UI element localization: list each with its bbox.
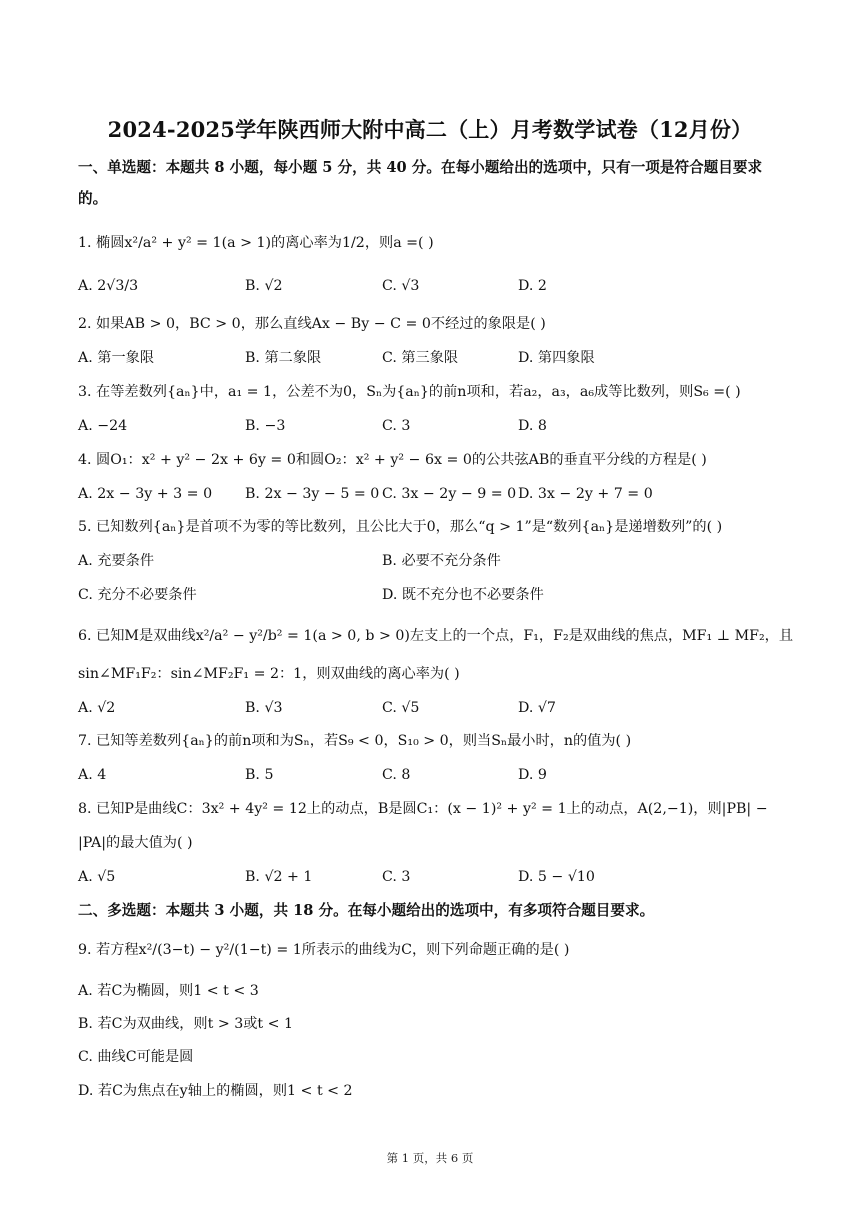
q1-option-c: C. √3 (382, 278, 420, 294)
q5-option-d: D. 既不充分也不必要条件 (382, 587, 544, 603)
q6-option-d: D. √7 (518, 700, 556, 716)
q1-option-a: A. 2√3/3 (78, 278, 139, 294)
q5-option-b: B. 必要不充分条件 (382, 553, 501, 569)
q1-option-b: B. √2 (245, 278, 283, 294)
q5-option-a: A. 充要条件 (78, 553, 155, 569)
section1-header (78, 152, 788, 214)
q3-option-a: A. −24 (78, 418, 128, 434)
q4-option-a: A. 2x − 3y + 3 = 0 (78, 486, 213, 502)
section1-header-line2: 的。 (78, 190, 108, 207)
question-3-stem: 3. 在等差数列{aₙ}中，a₁ = 1，公差不为0，Sₙ为{aₙ}的前n项和，若a₂，a₃，a₆成等比数列，则S₆ =( ) (78, 384, 741, 400)
q9-option-d: D. 若C为焦点在y轴上的椭圆，则1 < t < 2 (78, 1083, 353, 1099)
question-6-stem: 6. 已知M是双曲线x²/a² − y²/b² = 1(a > 0, b > 0)左支上的一个点，F₁，F₂是双曲线的焦点，MF₁ ⊥ MF₂，且 (78, 628, 794, 644)
q9-option-c: C. 曲线C可能是圆 (78, 1049, 194, 1065)
exam-title: 2024-2025学年陕西师大附中高二（上）月考数学试卷（12月份） (107, 117, 753, 142)
q4-option-d: D. 3x − 2y + 7 = 0 (518, 486, 653, 502)
q8-option-a: A. √5 (78, 869, 116, 885)
q8-option-c: C. 3 (382, 869, 411, 885)
q5-option-c: C. 充分不必要条件 (78, 587, 197, 603)
q8-option-b: B. √2 + 1 (245, 869, 313, 885)
q7-option-d: D. 9 (518, 767, 547, 783)
question-2-stem: 2. 如果AB > 0，BC > 0，那么直线Ax − By − C = 0不经过的象限是( ) (78, 316, 546, 332)
question-6-stem-cont: sin∠MF₁F₂：sin∠MF₂F₁ = 2：1，则双曲线的离心率为( ) (78, 666, 460, 682)
q9-option-a: A. 若C为椭圆，则1 < t < 3 (78, 983, 259, 999)
page-footer: 第 1 页，共 6 页 (386, 1151, 474, 1165)
q7-option-c: C. 8 (382, 767, 411, 783)
question-7-stem: 7. 已知等差数列{aₙ}的前n项和为Sₙ，若S₉ < 0，S₁₀ > 0，则当Sₙ最小时，n的值为( ) (78, 733, 632, 749)
q4-option-b: B. 2x − 3y − 5 = 0 (245, 486, 380, 502)
q8-option-d: D. 5 − √10 (518, 869, 595, 885)
question-9-stem: 9. 若方程x²/(3−t) − y²/(1−t) = 1所表示的曲线为C，则下列命题正确的是( ) (78, 942, 570, 958)
q6-option-a: A. √2 (78, 700, 116, 716)
question-4-stem: 4. 圆O₁：x² + y² − 2x + 6y = 0和圆O₂：x² + y² − 6x = 0的公共弦AB的垂直平分线的方程是( ) (78, 452, 707, 468)
q2-option-a: A. 第一象限 (78, 350, 155, 366)
section2-header: 二、多选题：本题共 3 小题，共 18 分。在每小题给出的选项中，有多项符合题目要求。 (78, 902, 655, 919)
q3-option-d: D. 8 (518, 418, 547, 434)
q9-option-b: B. 若C为双曲线，则t > 3或t < 1 (78, 1016, 294, 1032)
q2-option-d: D. 第四象限 (518, 350, 595, 366)
q7-option-b: B. 5 (245, 767, 274, 783)
q4-option-c: C. 3x − 2y − 9 = 0 (382, 486, 517, 502)
q2-option-b: B. 第二象限 (245, 350, 322, 366)
question-1-stem: 1. 椭圆x²/a² + y² = 1(a > 1)的离心率为1/2，则a =( ) (78, 235, 434, 251)
q6-option-c: C. √5 (382, 700, 420, 716)
q7-option-a: A. 4 (78, 767, 107, 783)
q2-option-c: C. 第三象限 (382, 350, 459, 366)
q1-option-d: D. 2 (518, 278, 547, 294)
section1-header-line1: 一、单选题：本题共 8 小题，每小题 5 分，共 40 分。在每小题给出的选项中，只有一项是符合题目要求 (78, 159, 763, 176)
q3-option-b: B. −3 (245, 418, 286, 434)
question-5-stem: 5. 已知数列{aₙ}是首项不为零的等比数列，且公比大于0，那么“q > 1”是“数列{aₙ}是递增数列”的( ) (78, 519, 723, 535)
q3-option-c: C. 3 (382, 418, 411, 434)
q6-option-b: B. √3 (245, 700, 283, 716)
question-8-stem: 8. 已知P是曲线C：3x² + 4y² = 12上的动点，B是圆C₁：(x − 1)² + y² = 1上的动点，A(2,−1)，则|PB| − (78, 801, 768, 817)
question-8-stem-cont: |PA|的最大值为( ) (78, 835, 193, 851)
